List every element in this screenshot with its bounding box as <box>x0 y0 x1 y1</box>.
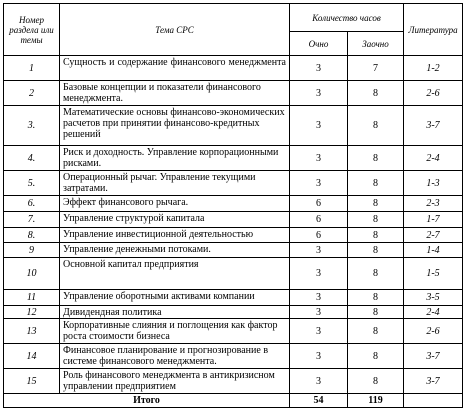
row-part-time: 8 <box>348 81 404 106</box>
row-topic: Базовые концепции и показатели финансового менеджмента. <box>60 81 290 106</box>
row-topic: Операционный рычаг. Управление текущими затратами. <box>60 171 290 196</box>
srs-hours-table <box>3 3 463 408</box>
header-literature: Литература <box>404 4 463 56</box>
header-topic: Тема СРС <box>60 4 290 56</box>
srs-table-container <box>3 3 463 408</box>
header-part-time: Заочно <box>348 32 404 56</box>
header-full-time: Очно <box>290 32 348 56</box>
table-row <box>4 319 463 344</box>
row-literature: 1-3 <box>404 171 463 196</box>
table-row <box>4 369 463 394</box>
row-number: 11 <box>4 290 60 306</box>
row-full-time: 3 <box>290 81 348 106</box>
row-part-time: 8 <box>348 306 404 319</box>
header-section: Номер раздела или темы <box>4 4 60 56</box>
row-literature: 2-4 <box>404 146 463 171</box>
row-full-time: 6 <box>290 228 348 243</box>
row-full-time: 3 <box>290 369 348 394</box>
row-literature: 2-6 <box>404 81 463 106</box>
total-literature <box>404 394 463 408</box>
row-part-time: 8 <box>348 212 404 228</box>
row-literature: 1-4 <box>404 243 463 258</box>
row-number: 13 <box>4 319 60 344</box>
row-literature: 2-4 <box>404 306 463 319</box>
row-full-time: 3 <box>290 56 348 81</box>
row-number: 15 <box>4 369 60 394</box>
row-part-time: 8 <box>348 243 404 258</box>
row-topic: Управление структурой капитала <box>60 212 290 228</box>
row-number: 7. <box>4 212 60 228</box>
row-topic: Математические основы финансово-экономических расчетов при принятии финансово-кредитных решений <box>60 106 290 146</box>
row-number: 4. <box>4 146 60 171</box>
row-literature: 2-7 <box>404 228 463 243</box>
row-literature: 3-7 <box>404 344 463 369</box>
total-part-time: 119 <box>348 394 404 408</box>
row-topic: Эффект финансового рычага. <box>60 196 290 212</box>
row-part-time: 8 <box>348 146 404 171</box>
row-full-time: 6 <box>290 212 348 228</box>
header-hours: Количество часов <box>290 4 404 32</box>
table-row <box>4 56 463 81</box>
table-row <box>4 290 463 306</box>
table-row <box>4 171 463 196</box>
row-full-time: 3 <box>290 146 348 171</box>
table-row <box>4 243 463 258</box>
row-part-time: 8 <box>348 369 404 394</box>
row-literature: 3-7 <box>404 369 463 394</box>
row-full-time: 3 <box>290 258 348 290</box>
row-literature: 3-5 <box>404 290 463 306</box>
row-literature: 1-5 <box>404 258 463 290</box>
row-topic: Основной капитал предприятия <box>60 258 290 290</box>
row-number: 5. <box>4 171 60 196</box>
row-topic: Управление инвестиционной деятельностью <box>60 228 290 243</box>
row-full-time: 3 <box>290 171 348 196</box>
row-part-time: 7 <box>348 56 404 81</box>
row-topic: Финансовое планирование и прогнозирование в системе финансового менеджмента. <box>60 344 290 369</box>
row-part-time: 8 <box>348 106 404 146</box>
row-topic: Дивидендная политика <box>60 306 290 319</box>
row-number: 12 <box>4 306 60 319</box>
row-number: 9 <box>4 243 60 258</box>
table-row <box>4 196 463 212</box>
row-part-time: 8 <box>348 196 404 212</box>
total-full-time: 54 <box>290 394 348 408</box>
row-part-time: 8 <box>348 344 404 369</box>
row-number: 6. <box>4 196 60 212</box>
row-number: 10 <box>4 258 60 290</box>
row-literature: 1-2 <box>404 56 463 81</box>
row-part-time: 8 <box>348 319 404 344</box>
row-full-time: 3 <box>290 106 348 146</box>
table-row <box>4 81 463 106</box>
row-number: 1 <box>4 56 60 81</box>
table-row <box>4 344 463 369</box>
row-topic: Риск и доходность. Управление корпорационными рисками. <box>60 146 290 171</box>
row-literature: 3-7 <box>404 106 463 146</box>
table-row <box>4 212 463 228</box>
row-full-time: 6 <box>290 196 348 212</box>
total-label: Итого <box>4 394 290 408</box>
row-full-time: 3 <box>290 319 348 344</box>
table-row <box>4 306 463 319</box>
row-literature: 2-3 <box>404 196 463 212</box>
row-full-time: 3 <box>290 344 348 369</box>
row-topic: Сущность и содержание финансового менеджмента <box>60 56 290 81</box>
row-topic: Управление оборотными активами компании <box>60 290 290 306</box>
row-full-time: 3 <box>290 290 348 306</box>
table-row <box>4 146 463 171</box>
row-topic: Управление денежными потоками. <box>60 243 290 258</box>
row-part-time: 8 <box>348 290 404 306</box>
row-part-time: 8 <box>348 228 404 243</box>
row-part-time: 8 <box>348 171 404 196</box>
row-topic: Корпоративные слияния и поглощения как фактор роста стоимости бизнеса <box>60 319 290 344</box>
row-number: 2 <box>4 81 60 106</box>
row-number: 14 <box>4 344 60 369</box>
row-number: 8. <box>4 228 60 243</box>
row-topic: Роль финансового менеджмента в антикризисном управлении предприятием <box>60 369 290 394</box>
total-row <box>4 394 463 408</box>
table-row <box>4 106 463 146</box>
row-full-time: 3 <box>290 306 348 319</box>
table-row <box>4 258 463 290</box>
row-part-time: 8 <box>348 258 404 290</box>
row-number: 3. <box>4 106 60 146</box>
row-full-time: 3 <box>290 243 348 258</box>
row-literature: 2-6 <box>404 319 463 344</box>
table-row <box>4 228 463 243</box>
row-literature: 1-7 <box>404 212 463 228</box>
